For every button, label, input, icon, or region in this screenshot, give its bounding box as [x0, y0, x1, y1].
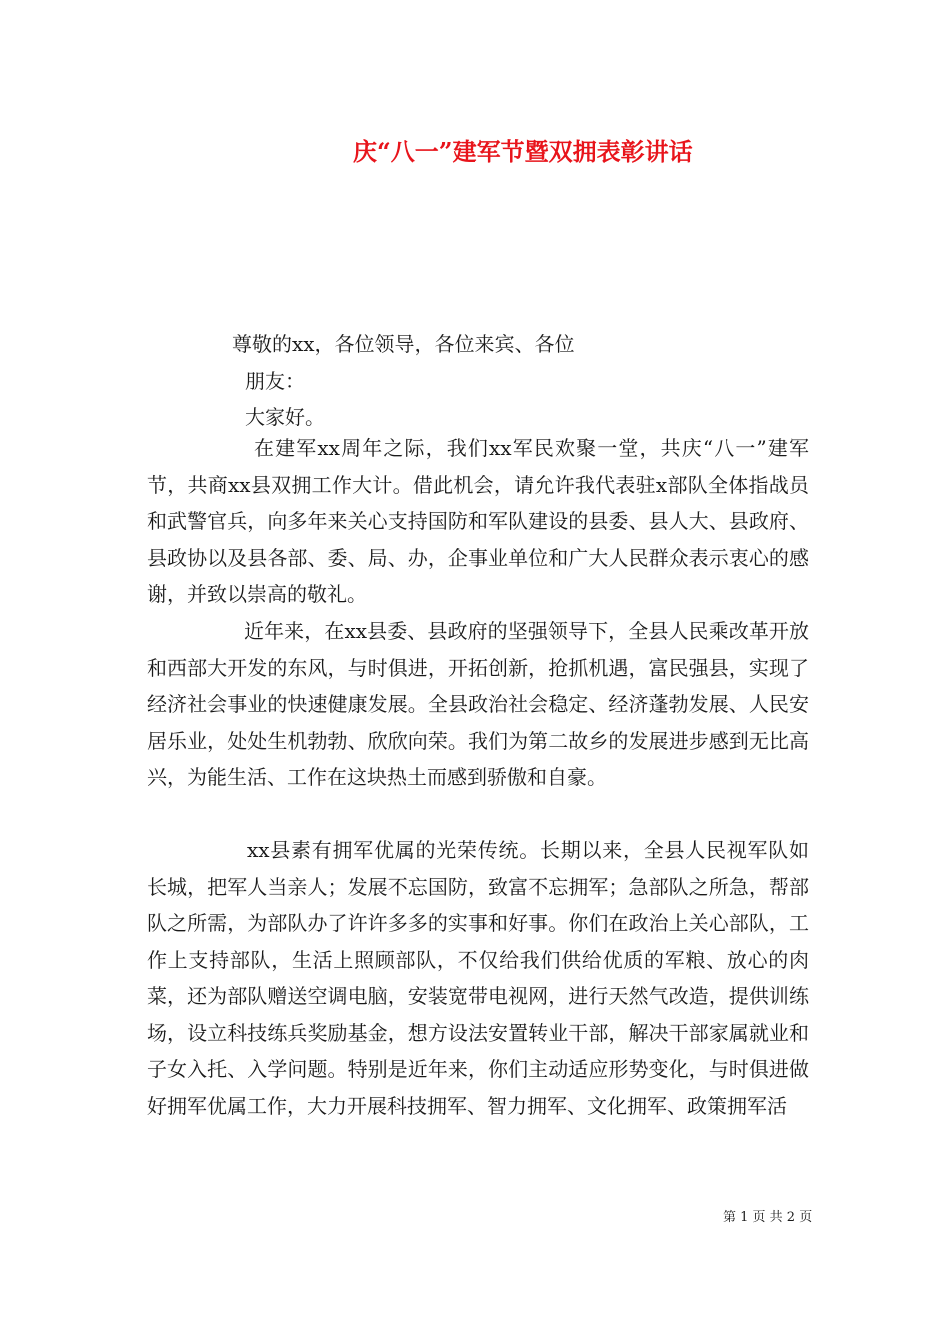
paragraph-text: 近年来，在xx县委、县政府的坚强领导下，全县人民乘改革开放和西部大开发的东风，与时俱进，开拓创新，抢抓机遇，富民强县，实现了经济社会事业的快速健康发展。全县政治社会稳定、经济蓬勃发展、人民安居乐业，处处生机勃勃、欣欣向荣。我们为第二故乡的发展进步感到无比高兴，为能生活、工作在这块热土而感到骄傲和自豪。 — [147, 619, 809, 789]
body-paragraph-3 — [147, 832, 809, 1124]
document-title: 庆“八一”建军节暨双拥表彰讲话 — [353, 137, 693, 166]
paragraph-text: xx县素有拥军优属的光荣传统。长期以来，全县人民视军队如长城，把军人当亲人；发展不忘国防，致富不忘拥军；急部队之所急，帮部队之所需，为部队办了许许多多的实事和好事。你们在政治上关心部队，工作上支持部队，生活上照顾部队，不仅给我们供给优质的军粮、放心的肉菜，还为部队赠送空调电脑，安装宽带电视网，进行天然气改造，提供训练场，设立科技练兵奖励基金，想方设法安置转业干部，解决干部家属就业和子女入托、入学问题。特别是近年来，你们主动适应形势变化，与时俱进做好拥军优属工作，大力开展科技拥军、智力拥军、文化拥军、政策拥军活 — [147, 838, 809, 1118]
salutation-line-1: 尊敬的xx，各位领导，各位来宾、各位 — [232, 332, 575, 356]
page-footer: 第 1 页 共 2 页 — [723, 1210, 813, 1225]
body-paragraph-1 — [147, 430, 809, 613]
paragraph-text: 在建军xx周年之际，我们xx军民欢聚一堂，共庆“八一”建军节，共商xx县双拥工作大计。借此机会，请允许我代表驻x部队全体指战员和武警官兵，向多年来关心支持国防和军队建设的县委、县人大、县政府、县政协以及县各部、委、局、办，企事业单位和广大人民群众表示衷心的感谢，并致以崇高的敬礼。 — [147, 436, 809, 606]
salutation-line-2: 朋友： — [245, 369, 305, 393]
greeting-line: 大家好。 — [245, 405, 325, 429]
body-paragraph-2 — [147, 613, 809, 796]
